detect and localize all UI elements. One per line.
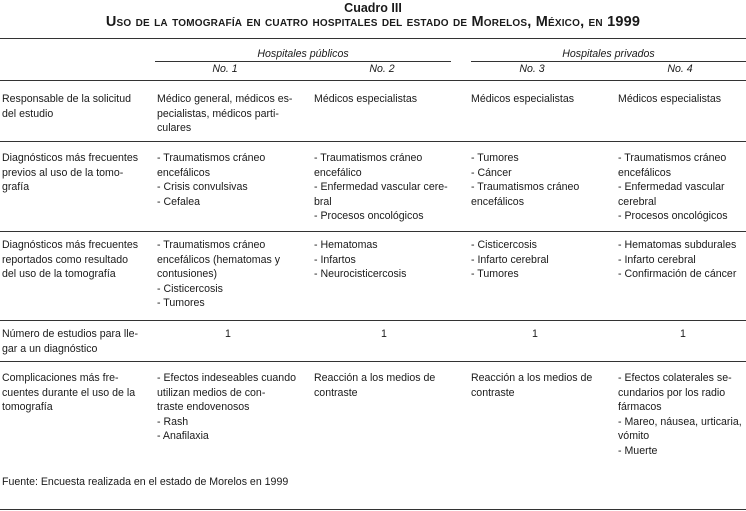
cell-complications-2: Reacción a los medios de contraste <box>314 372 436 399</box>
cell-complications-1: - Efectos indeseables cuando utilizan medios de con- traste endovenosos - Rash - Anafilaxia <box>157 372 296 443</box>
top-rule <box>0 38 746 39</box>
row-header-result-diagnoses: Diagnósticos más frecuentes reportados como resultado del uso de la tomografía <box>2 239 139 281</box>
column-header-4: No. 4 <box>667 63 693 75</box>
cell-study-count-2 <box>314 327 454 342</box>
cell-complications-4: - Efectos colaterales se- cundarios por los radio fármacos - Mareo, náusea, urticaria, vómito - Muerte <box>618 372 742 457</box>
column-header-1: No. 1 <box>212 63 238 75</box>
cell-requester-4: Médicos especialistas <box>618 93 722 105</box>
study-count-value-2: 1 <box>381 328 387 340</box>
column-header-2: No. 2 <box>369 63 395 75</box>
column-header-3: No. 3 <box>519 63 545 75</box>
study-count-value-4: 1 <box>680 328 686 340</box>
cell-previous-diagnoses-3: - Tumores - Cáncer - Traumatismos cráneo encefálicos <box>471 152 580 208</box>
table-title: Uso de la tomografía en cuatro hospitales del estado de Morelos, México, en 1999 <box>105 14 641 30</box>
cell-result-diagnoses-1: - Traumatismos cráneo encefálicos (hematomas y contusiones) - Cisticercosis - Tumores <box>157 239 281 310</box>
cell-result-diagnoses-3: - Cisticercosis - Infarto cerebral - Tumores <box>471 239 549 281</box>
table-label: Cuadro III <box>344 1 402 15</box>
header-rule <box>0 80 746 81</box>
row-rule-2 <box>0 231 746 232</box>
row-rule-3 <box>0 320 746 321</box>
cell-previous-diagnoses-2: - Traumatismos cráneo encefálico - Enfermedad vascular cere- bral - Procesos oncológicos <box>314 152 448 223</box>
cell-requester-2: Médicos especialistas <box>314 93 418 105</box>
cell-study-count-4 <box>618 327 746 342</box>
bottom-rule <box>0 509 746 510</box>
source-footnote: Fuente: Encuesta realizada en el estado de Morelos en 1999 <box>2 476 289 488</box>
cell-requester-3: Médicos especialistas <box>471 93 575 105</box>
row-rule-1 <box>0 141 746 142</box>
group-header-private: Hospitales privados <box>562 48 655 60</box>
cell-result-diagnoses-4: - Hematomas subdurales - Infarto cerebral - Confirmación de cáncer <box>618 239 737 281</box>
cell-study-count-1 <box>157 327 297 342</box>
cell-study-count-3 <box>471 327 611 342</box>
study-count-value-1: 1 <box>225 328 231 340</box>
row-rule-4 <box>0 361 746 362</box>
cell-result-diagnoses-2: - Hematomas - Infartos - Neurocisticercosis <box>314 239 407 281</box>
row-header-requester: Responsable de la solicitud del estudio <box>2 93 131 120</box>
cell-requester-1: Médico general, médicos es- pecialistas, médicos parti- culares <box>157 93 293 135</box>
study-count-value-3: 1 <box>532 328 538 340</box>
row-header-complications: Complicaciones más fre- cuentes durante el uso de la tomografía <box>2 372 136 414</box>
cell-complications-3: Reacción a los medios de contraste <box>471 372 593 399</box>
row-header-previous-diagnoses: Diagnósticos más frecuentes previos al uso de la tomo- grafía <box>2 152 139 194</box>
group-header-public: Hospitales públicos <box>257 48 349 60</box>
cell-previous-diagnoses-4: - Traumatismos cráneo encefálicos - Enfermedad vascular cerebral - Procesos oncológicos <box>618 152 728 223</box>
cell-previous-diagnoses-1: - Traumatismos cráneo encefálicos - Crisis convulsivas - Cefalea <box>157 152 266 208</box>
row-header-study-count: Número de estudios para lle- gar a un diagnóstico <box>2 328 139 355</box>
